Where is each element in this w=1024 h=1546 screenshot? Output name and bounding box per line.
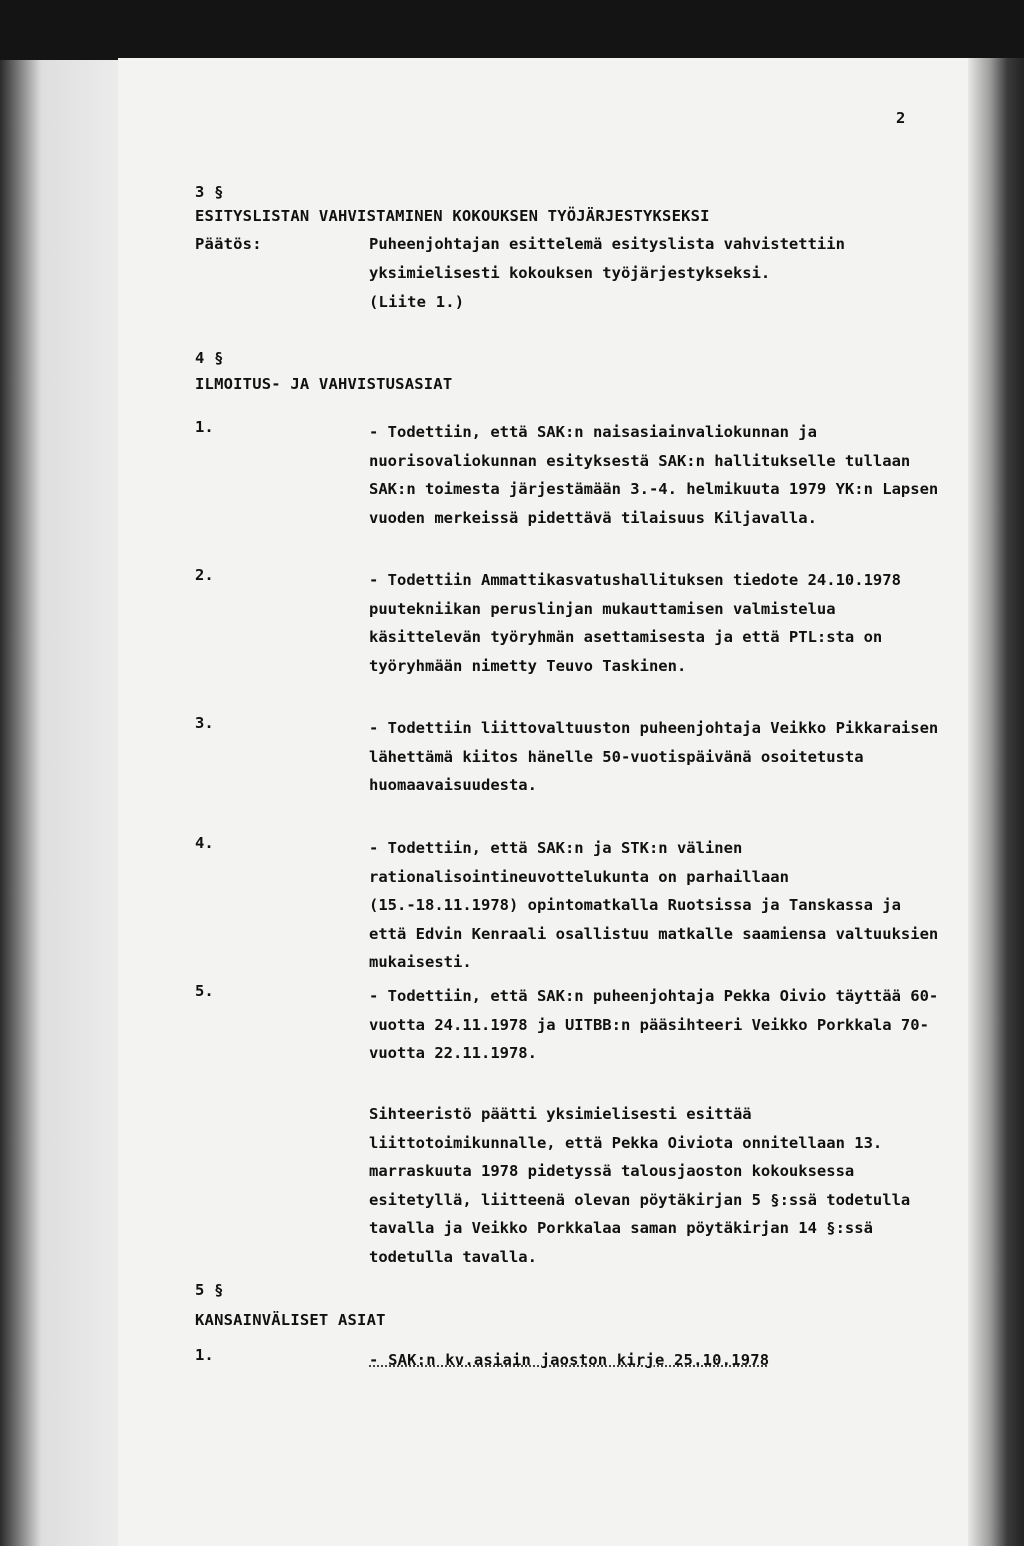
scan-top-border [0, 0, 1024, 62]
item1-number: 1. [195, 418, 214, 436]
section5-heading: KANSAINVÄLISET ASIAT [195, 1311, 386, 1329]
section5-item-text: - SAK:n kv.asiain jaoston kirje 25.10.1978 [369, 1351, 770, 1369]
section3-heading: ESITYSLISTAN VAHVISTAMINEN KOKOUKSEN TYÖJÄRJESTYKSEKSI [195, 207, 710, 225]
section3-attachment: (Liite 1.) [369, 293, 465, 311]
secretariat-decision: Sihteeristö päätti yksimielisesti esittää liittotoimikunnalle, että Pekka Oiviota onnitellaan 13. marraskuuta 1978 pidetyssä talousjaoston kokouksessa esitetyllä, liitteenä olevan pöytäkirjan 5 §:ssä todetulla tavalla ja Veikko Porkkalaa saman pöytäkirjan 14 §:ssä todetulla tavalla. [369, 1105, 911, 1266]
item3-number: 3. [195, 714, 214, 732]
section5-symbol: 5 § [195, 1281, 224, 1299]
section3-symbol: 3 § [195, 183, 224, 201]
item5-text: - Todettiin, että SAK:n puheenjohtaja Pekka Oivio täyttää 60-vuotta 24.11.1978 ja UITBB:n pääsihteeri Veikko Porkkala 70-vuotta 22.11.1978. [369, 987, 939, 1062]
item5-number: 5. [195, 982, 214, 1000]
section4-heading: ILMOITUS- JA VAHVISTUSASIAT [195, 375, 453, 393]
item3-text: - Todettiin liittovaltuuston puheenjohtaja Veikko Pikkaraisen lähettämä kiitos hänelle 50-vuotispäivänä osoitetusta huomaavaisuudesta. [369, 719, 939, 794]
page-number: 2 [896, 109, 906, 127]
section3-label: Päätös: [195, 235, 262, 253]
scan-left-bleed [0, 60, 118, 1546]
item4-number: 4. [195, 834, 214, 852]
section5-item-number: 1. [195, 1346, 214, 1364]
section3-decision: Puheenjohtajan esittelemä esityslista vahvistettiin yksimielisesti kokouksen työjärjestykseksi. [369, 235, 845, 282]
item2-number: 2. [195, 566, 214, 584]
item2-text: - Todettiin Ammattikasvatushallituksen tiedote 24.10.1978 puutekniikan peruslinjan mukauttamisen valmistelua käsittelevän työryhmän asettamisesta ja että PTL:sta on työryhmään nimetty Teuvo Taskinen. [369, 571, 901, 675]
item4-text: - Todettiin, että SAK:n ja STK:n välinen rationalisointineuvottelukunta on parhaillaan (15.-18.11.1978) opintomatkalla Ruotsissa ja Tanskassa ja että Edvin Kenraali osallistuu matkalle saamiensa valtuuksien mukaisesti. [369, 839, 939, 971]
item1-text: - Todettiin, että SAK:n naisasiainvaliokunnan ja nuorisovaliokunnan esityksestä SAK:n hallitukselle tullaan SAK:n toimesta järjestämään 3.-4. helmikuuta 1979 YK:n Lapsen vuoden merkeissä pidettävä tilaisuus Kiljavalla. [369, 423, 939, 527]
scan-right-binding [968, 58, 1024, 1546]
section4-symbol: 4 § [195, 349, 224, 367]
